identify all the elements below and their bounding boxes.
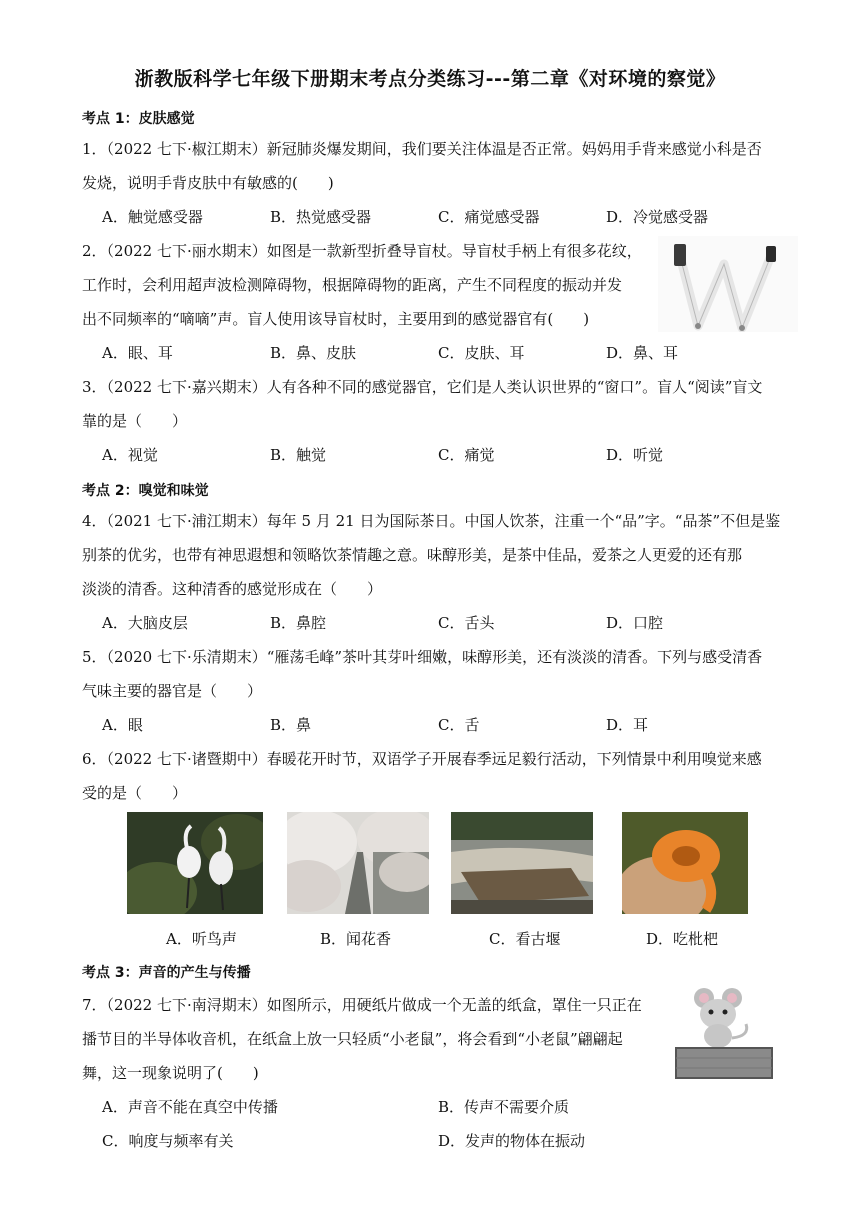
- q4-stem-line-2: 别茶的优劣，也带有神思遐想和领略饮茶情趣之意。味醇形美，是茶中佳品，爱茶之人更爱的还有那: [82, 546, 743, 564]
- blossom-path-image[interactable]: [287, 812, 429, 914]
- q1-option-d[interactable]: D．冷觉感受器: [606, 208, 709, 226]
- q4-stem-line-1: 4．（2021 七下·浦江期末）每年 5 月 21 日为国际茶日。中国人饮茶，注重一个“品”字。“品茶”不但是鉴: [82, 512, 781, 530]
- q4-option-d[interactable]: D．口腔: [606, 614, 664, 632]
- loquat-illustration: [622, 812, 748, 914]
- loquat-image[interactable]: [622, 812, 748, 914]
- q2-option-b[interactable]: B．鼻、皮肤: [270, 344, 357, 362]
- section-heading-3: 考点 3：声音的产生与传播: [82, 965, 251, 981]
- q7-stem-line-2: 播节目的半导体收音机，在纸盒上放一只轻质“小老鼠”，将会看到“小老鼠”翩翩起: [82, 1030, 623, 1048]
- q6-option-d[interactable]: D．吃枇杷: [646, 930, 719, 948]
- weir-illustration: [451, 812, 593, 914]
- q5-stem-line-2: 气味主要的器官是（ ）: [82, 682, 263, 700]
- folding-cane-illustration: [658, 236, 798, 332]
- q4-option-c[interactable]: C．舌头: [438, 614, 495, 632]
- q6-option-c[interactable]: C．看古堰: [489, 930, 561, 948]
- q5-stem-line-1: 5．（2020 七下·乐清期末）“雁荡毛峰”茶叶其芽叶细嫩，味醇形美，还有淡淡的清香。下列与感受清香: [82, 648, 763, 666]
- section-heading-2: 考点 2：嗅觉和味觉: [82, 483, 209, 499]
- q1-option-c[interactable]: C．痛觉感受器: [438, 208, 540, 226]
- page-title: 浙教版科学七年级下册期末考点分类练习---第二章《对环境的察觉》: [134, 68, 726, 90]
- q6-stem-line-2: 受的是（ ）: [82, 784, 188, 802]
- q5-option-d[interactable]: D．耳: [606, 716, 649, 734]
- q7-option-a[interactable]: A．声音不能在真空中传播: [102, 1098, 278, 1116]
- q7-option-b[interactable]: B．传声不需要介质: [438, 1098, 570, 1116]
- birds-egrets-image[interactable]: [127, 812, 263, 914]
- q2-stem-line-2: 工作时，会利用超声波检测障碍物，根据障碍物的距离，产生不同程度的振动并发: [82, 276, 623, 294]
- q2-stem-line-1: 2．（2022 七下·丽水期末）如图是一款新型折叠导盲杖。导盲杖手柄上有很多花纹，: [82, 242, 642, 260]
- q5-option-c[interactable]: C．舌: [438, 716, 480, 734]
- q3-option-b[interactable]: B．触觉: [270, 446, 327, 464]
- q2-option-c[interactable]: C．皮肤、耳: [438, 344, 525, 362]
- mouse-on-box-image: [668, 984, 780, 1084]
- q1-option-b[interactable]: B．热觉感受器: [270, 208, 372, 226]
- q4-option-b[interactable]: B．鼻腔: [270, 614, 327, 632]
- q5-option-b[interactable]: B．鼻: [270, 716, 312, 734]
- q4-option-a[interactable]: A．大脑皮层: [102, 614, 188, 632]
- q3-stem-line-1: 3．（2022 七下·嘉兴期末）人有各种不同的感觉器官，它们是人类认识世界的“窗口”。盲人“阅读”盲文: [82, 378, 763, 396]
- q3-option-d[interactable]: D．听觉: [606, 446, 664, 464]
- toy-mouse-illustration: [668, 984, 780, 1084]
- q6-stem-line-1: 6．（2022 七下·诸暨期中）春暖花开时节，双语学子开展春季远足毅行活动，下列情景中利用嗅觉来感: [82, 750, 762, 768]
- q2-option-d[interactable]: D．鼻、耳: [606, 344, 679, 362]
- q3-option-c[interactable]: C．痛觉: [438, 446, 495, 464]
- q6-option-b[interactable]: B．闻花香: [320, 930, 392, 948]
- q3-stem-line-2: 靠的是（ ）: [82, 412, 188, 430]
- egrets-illustration: [127, 812, 263, 914]
- q7-stem-line-3: 舞，这一现象说明了( ): [82, 1064, 259, 1082]
- q2-option-a[interactable]: A．眼、耳: [102, 344, 173, 362]
- q6-option-a[interactable]: A．听鸟声: [166, 930, 237, 948]
- q7-option-c[interactable]: C．响度与频率有关: [102, 1132, 234, 1150]
- q1-stem-line-2: 发烧，说明手背皮肤中有敏感的( ): [82, 174, 334, 192]
- q7-stem-line-1: 7．（2022 七下·南浔期末）如图所示，用硬纸片做成一个无盖的纸盒，罩住一只正在: [82, 996, 642, 1014]
- q1-stem-line-1: 1．（2022 七下·椒江期末）新冠肺炎爆发期间，我们要关注体温是否正常。妈妈用手背来感觉小科是否: [82, 140, 762, 158]
- section-heading-1: 考点 1：皮肤感觉: [82, 111, 195, 127]
- q1-option-a[interactable]: A．触觉感受器: [102, 208, 203, 226]
- q3-option-a[interactable]: A．视觉: [102, 446, 158, 464]
- blossoms-illustration: [287, 812, 429, 914]
- q7-option-d[interactable]: D．发声的物体在振动: [438, 1132, 586, 1150]
- q5-option-a[interactable]: A．眼: [102, 716, 143, 734]
- q4-stem-line-3: 淡淡的清香。这种清香的感觉形成在（ ）: [82, 580, 383, 598]
- q2-stem-line-3: 出不同频率的“嘀嘀”声。盲人使用该导盲杖时，主要用到的感觉器官有( ): [82, 310, 590, 328]
- ancient-weir-image[interactable]: [451, 812, 593, 914]
- folding-cane-image: [658, 236, 798, 332]
